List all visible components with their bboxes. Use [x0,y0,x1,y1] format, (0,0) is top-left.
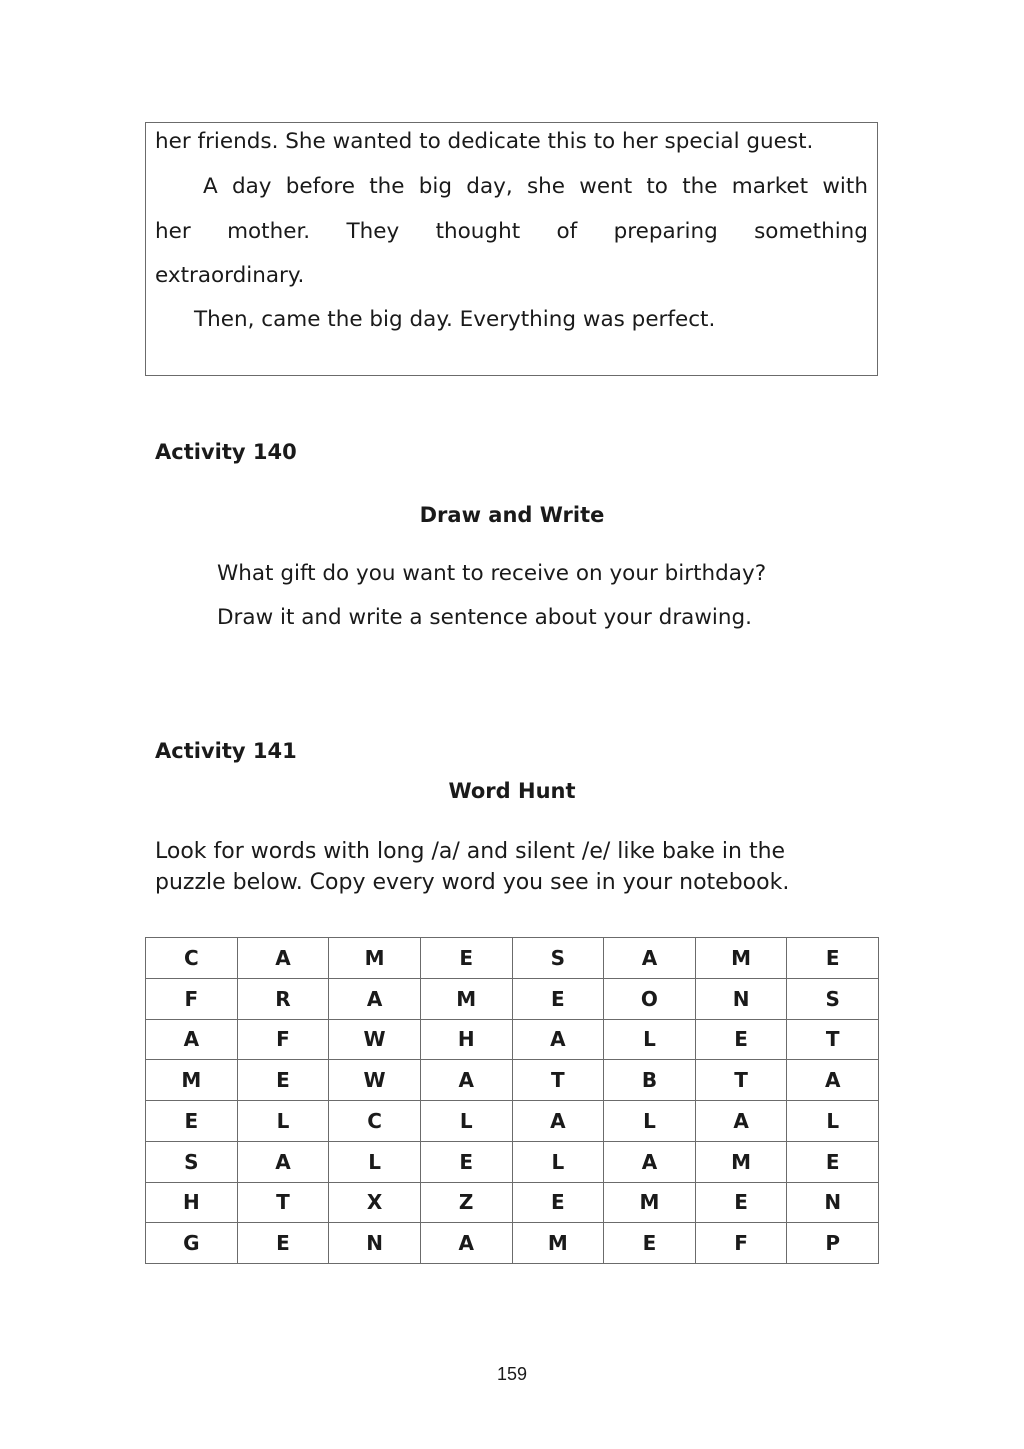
grid-cell: Z [420,1182,512,1223]
story-box [145,122,878,376]
story-line-4: extraordinary. [155,263,305,288]
grid-cell: E [420,1141,512,1182]
grid-row [146,1060,879,1101]
grid-cell: S [146,1141,238,1182]
grid-row [146,1019,879,1060]
grid-cell: L [604,1101,696,1142]
grid-cell: A [237,1141,329,1182]
grid-cell: O [604,978,696,1019]
grid-cell: E [512,978,604,1019]
grid-cell: A [420,1223,512,1264]
grid-cell: M [329,938,421,979]
grid-cell: A [512,1019,604,1060]
grid-cell: M [420,978,512,1019]
word: her [155,219,191,244]
activity-140-title: Draw and Write [419,503,605,527]
grid-cell: E [237,1060,329,1101]
story-line-5: Then, came the big day. Everything was perfect. [194,307,716,332]
grid-cell: A [146,1019,238,1060]
word: market [731,174,809,199]
grid-cell: E [695,1019,787,1060]
activity-141-label: Activity 141 [155,739,297,763]
grid-cell: M [695,1141,787,1182]
grid-cell: H [146,1182,238,1223]
activity-140-label: Activity 140 [155,440,297,464]
grid-cell: A [787,1060,879,1101]
grid-cell: M [146,1060,238,1101]
grid-row [146,1101,879,1142]
activity-141-title: Word Hunt [448,779,576,803]
activity-140-prompt-1: What gift do you want to receive on your birthday? [217,561,767,586]
grid-cell: N [787,1182,879,1223]
grid-cell: E [512,1182,604,1223]
grid-cell: F [146,978,238,1019]
grid-cell: E [146,1101,238,1142]
grid-cell: E [237,1223,329,1264]
grid-cell: G [146,1223,238,1264]
story-line-1: her friends. She wanted to dedicate this to her special guest. [155,129,814,154]
word: the [682,174,718,199]
word: day [231,174,272,199]
grid-row [146,1223,879,1264]
grid-cell: A [604,938,696,979]
grid-cell: T [512,1060,604,1101]
grid-cell: L [512,1141,604,1182]
grid-cell: T [787,1019,879,1060]
grid-cell: A [512,1101,604,1142]
grid-row [146,1141,879,1182]
grid-cell: T [695,1060,787,1101]
grid-cell: E [787,1141,879,1182]
grid-cell: W [329,1019,421,1060]
story-line-3 [155,218,868,246]
grid-cell: E [787,938,879,979]
word: to [646,174,668,199]
grid-cell: M [695,938,787,979]
grid-cell: F [237,1019,329,1060]
word: of [556,219,578,244]
grid-cell: A [695,1101,787,1142]
grid-cell: C [146,938,238,979]
word: with [822,174,868,199]
grid-cell: M [604,1182,696,1223]
grid-row [146,1182,879,1223]
grid-cell: E [604,1223,696,1264]
word: thought [435,219,521,244]
word-hunt-grid [145,937,879,1264]
grid-cell: C [329,1101,421,1142]
grid-cell: E [695,1182,787,1223]
word: before [285,174,355,199]
word: They [346,219,400,244]
grid-cell: X [329,1182,421,1223]
word: went [579,174,633,199]
grid-cell: T [237,1182,329,1223]
grid-cell: S [512,938,604,979]
grid-cell: L [787,1101,879,1142]
grid-cell: P [787,1223,879,1264]
word: mother. [227,219,311,244]
grid-cell: A [329,978,421,1019]
grid-cell: H [420,1019,512,1060]
grid-cell: B [604,1060,696,1101]
word: big [418,174,453,199]
activity-141-instruction [155,836,855,898]
word: day, [466,174,513,199]
grid-cell: A [420,1060,512,1101]
grid-row [146,978,879,1019]
grid-cell: R [237,978,329,1019]
instruction-line-2: puzzle below. Copy every word you see in your notebook. [155,870,790,895]
grid-cell: L [237,1101,329,1142]
word: preparing [613,219,718,244]
word: the [369,174,405,199]
grid-cell: A [237,938,329,979]
word: she [526,174,565,199]
grid-cell: N [695,978,787,1019]
grid-cell: W [329,1060,421,1101]
grid-row [146,938,879,979]
instruction-line-1: Look for words with long /a/ and silent /e/ like bake in the [155,839,786,864]
story-line-2 [203,173,868,201]
grid-cell: A [604,1141,696,1182]
grid-cell: M [512,1223,604,1264]
grid-cell: S [787,978,879,1019]
grid-cell: L [420,1101,512,1142]
grid-cell: F [695,1223,787,1264]
word: something [754,219,868,244]
activity-140-prompt-2: Draw it and write a sentence about your drawing. [217,605,753,630]
grid-cell: L [329,1141,421,1182]
grid-cell: N [329,1223,421,1264]
grid-cell: E [420,938,512,979]
page-number: 159 [496,1364,528,1384]
word: A [203,174,218,199]
grid-cell: L [604,1019,696,1060]
